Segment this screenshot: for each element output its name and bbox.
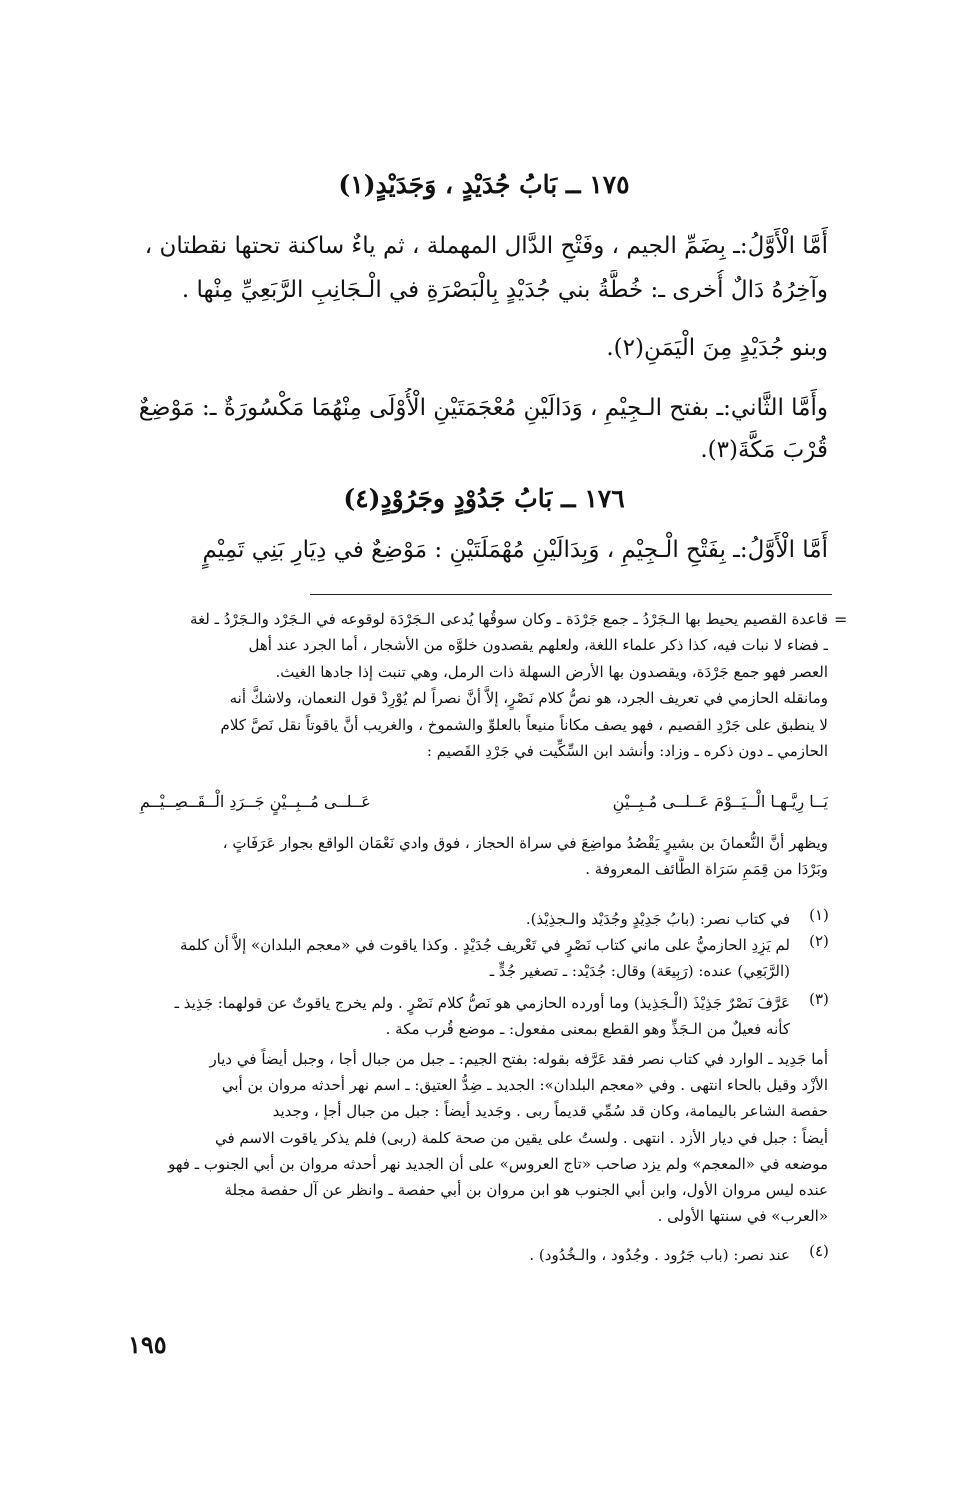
note-line: ومانقله الحازمي في تعريف الجرد، هو نصُّ كلام نَصْرٍ، إلاَّ أنَّ نصراً لم يُوْرِدْ قول النعمان، ولاشكَّ أنه [229,689,828,708]
footnote-number: (٢) [809,932,829,950]
verse-hemistich-first: يَــا رِيَّـهـا الْــيَــوْمَ عَــلــى مُـبِــيْنِ [612,792,828,811]
footnote-2 [134,932,790,984]
continuation-mark: = [834,610,848,629]
text-line: أَمَّا الْأَوَّلُ:ـ بِضَمِّ الجيم ، وفَتْحِ الدَّال المهملة ، ثم ياءٌ ساكنة تحتها نقطتان ، [144,233,828,259]
note-line: وبَرْدَا من قِمَمِ سَرَاة الطَّائف المعروفة . [585,860,828,879]
note-line: ـ فضاء لا نبات فيه، كذا ذكر علماء اللغة، ولعلهم يقصدون خلوَّه من الأشجار ، أما الجرد عند أهل [248,636,828,655]
section-heading-176: ١٧٦ ــ بَابُ جَدُوْدٍ وجَرُوْدٍ(٤) [343,484,625,513]
footnote-line: موضعه في «المعجم» ولم يزد صاحب «تاج العروس» على أن الجديد نهر أحدثه مروان بن أبي الجنوب ـ فهو [168,1154,828,1173]
footnote-line: «العرب» في سنتها الأولى . [657,1207,828,1226]
text-line: وبنو جُدَيْدٍ مِنَ الْيَمَنِ(٢). [606,335,828,361]
footnote-line: أيضاً : جبل في ديار الأزد . انتهى . ولستُ على يقين من صحة كلمة (ربى) فلم يذكر ياقوت الاسم في [214,1128,828,1147]
note-line: قاعدة القصيم يحيط بها الـجَرْدُ ـ جمع جَرْدَة ـ وكان سوقُها يُدعى الـجَرْدَة لوقوعه في الـجَرْد والـجَرْدُ ـ لغة [190,610,828,628]
verse-hemistich-second: عَــلــى مُــبِــيْنٍ جَــرَدِ الْــقَــصِــيْــمِ [140,792,371,811]
footnote-number: (٣) [809,990,829,1008]
text-line: وأَمَّا الثَّاني:ـ بفتح الـجِيْمِ ، وَدَالَيْنِ مُعْجَمَتَيْنِ الْأُوْلَى مِنْهُمَا مَكْسُورَةٌ ـ: مَوْضِعٌ [138,395,828,421]
footnote-line: عنده ليس مروان الأول، وابن أبي الجنوب هو ابن مروان بن أبي حفصة ـ وانظر عن آل حفصة مجلة [224,1181,828,1200]
footnote-line: حفصة الشاعر باليمامة، وكان قد سُمِّي قديماً ربى . وجَديد أيضاً : جبل من جبال أجإ ، وجديد [272,1102,828,1121]
footnote-line: عَرَّفَ نَصْرٌ جَذِيْذَ (الْـجَذِيذ) وما أورده الحازمي هو نَصُّ كلام نَصْرٍ . ولم يخرج ياقوتٌ عن قولهما: جَذِيذ ـ [174,994,790,1012]
note-line: الحازمي ـ دون ذكره ـ وزاد: وأنشد ابن السِّكِّيت في جَرْدِ القَصيم : [426,742,828,761]
footnote-number: (٤) [809,1242,829,1260]
footnote-1: في كتاب نصر: (بابُ جَدِيْدٍ وجُدَيْد والـجذِيْذ). [525,910,790,928]
footnote-line: أما جَدِيد ـ الوارد في كتاب نصر فقد عَرَّفه بقوله: بفتح الجيم: ـ جبل من جبال أجا ، وجبل أيضاً في ديار [209,1050,828,1068]
footnote-3 [134,990,790,1042]
text-line: وآخِرُهُ دَالٌ أُخرى ـ: خُطَّةُ بني جُدَيْدٍ بِالْبَصْرَةِ في الْـجَانِبِ الرَّبَعِيِّ مِنْها . [181,277,828,303]
text-line: قُرْبَ مَكَّةَ(٣). [700,437,828,463]
continued-note-after-verse [134,830,828,883]
footnote-line: لم يَزِدِ الحازميُّ على ماني كتاب نَصْرٍ في تَعْريف جُدَيْدٍ . وكذا ياقوت في «معجم البلدان» إلاَّ أن كلمة [179,936,790,954]
note-line: لا ينطبق على جَرْدِ القصيم ، فهو يصف مكاناً منيعاً بالعلوِّ والشموخ ، والغريب أنَّ ياقوتاً نقل نَصَّ كلام [220,715,828,734]
continued-note [134,606,828,764]
footnote-3-continued [134,1046,828,1229]
note-line: ويظهر أنَّ النُّعمانَ بن بشيرٍ يَقْصُدُ مواضِعَ في سراة الحجاز ، فوق وادي نَعْمَان الواقع بجوار عَرَفَاتٍ ، [222,834,828,852]
page-number: ١٩٥ [128,1330,167,1359]
footnote-separator [310,594,832,595]
note-line: العصر فهو جمع جَرْدَة، ويقصدون بها الأرض السهلة ذات الرمل، وهي تنبت إذا جادها الغيث. [275,662,828,681]
section-heading-175: ١٧٥ ــ بَابُ جُدَيْدٍ ، وَجَدَيْدٍ(١) [338,170,630,199]
footnote-line: (الرَّبَعِي) عنده: (رَبِيعَة) وقال: جُدَيْد: ـ تصغير جُدٍّ ـ [489,962,790,980]
footnote-4: عند نصر: (باب جَرُود . وجُدُود ، والـخُدُود) . [529,1246,790,1264]
footnote-number: (١) [809,906,829,924]
footnote-line: الأزْد وقيل بالحاء انتهى . وفي «معجم البلدان»: الجديد ـ ضِدُّ العتيق: ـ اسم نهر أحدثه مروان بن أبي [221,1076,828,1095]
footnote-line: كأنه فعيلٌ من الـجَذِّ وهو القطع بمعنى مفعول: ـ موضع قُرب مكة . [385,1020,790,1038]
text-line: أَمَّا الْأَوَّلُ:ـ بِفَتْحِ الْـجِيْمِ ، وَبِدَالَيْنِ مُهْمَلَتَيْنِ : مَوْضِعٌ في دِيَارِ بَنِي تَمِيْمٍ [202,537,828,563]
